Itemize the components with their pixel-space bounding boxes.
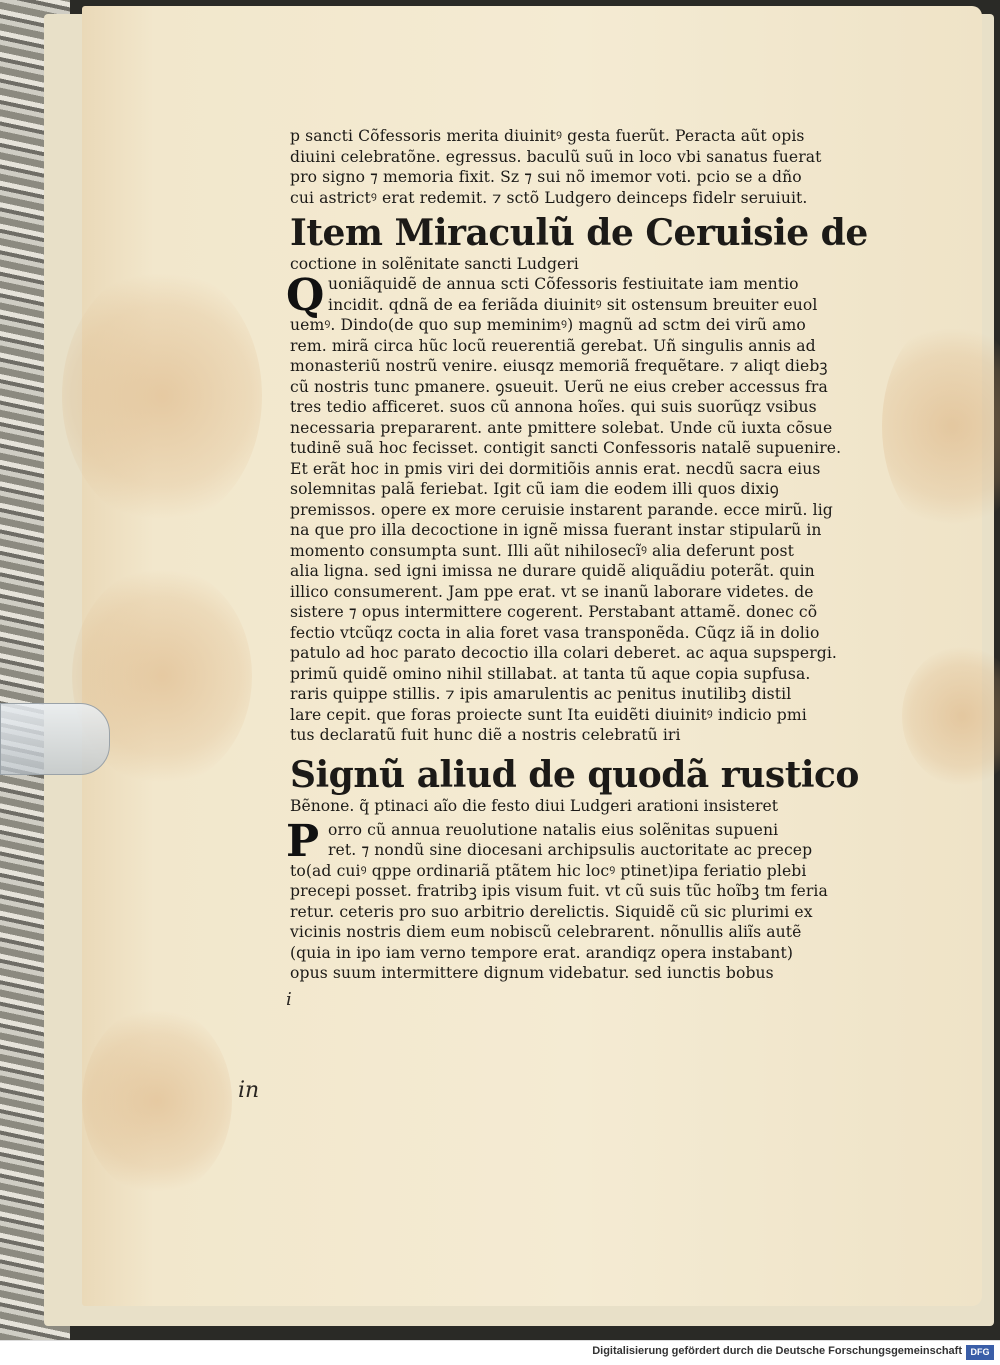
text-line: illico consumerent. Jam ppe erat. vt se inanũ laborare videtes. de: [290, 582, 814, 601]
text-line: necessaria prepararent. ante pmittere solebat. Unde cũ iuxta cõsue: [290, 418, 833, 437]
text-line: retur. ceteris pro suo arbitrio derelictis. Siquidẽ cũ sic plurimi ex: [290, 902, 813, 921]
section-subheading: Bẽnone. q̃ ptinaci aĩo die festo diui Ludgeri arationi insisteret: [290, 796, 778, 815]
water-stain-left-lower: [82, 1006, 232, 1196]
text-line: ret. ⁊ nondũ sine diocesani archipsulis auctoritate ac precep: [328, 841, 813, 859]
footer-credit: Digitalisierung gefördert durch die Deutsche Forschungsgemeinschaft: [592, 1345, 962, 1357]
text-line: tres tedio afficeret. suos cũ annona hoĩes. qui suis suorũqz vsibus: [290, 398, 817, 416]
text-line: Et erãt hoc in pmis viri dei dormitiõis annis erat. necdũ sacra eius: [290, 459, 821, 478]
initial-letter: P: [286, 815, 320, 867]
text-line: opus suum intermittere dignum videbatur. sed iunctis bobus: [290, 964, 774, 982]
text-line: solemnitas palã feriebat. Igit cũ iam die eodem illi quos dixiꝯ: [290, 480, 779, 498]
water-stain-right-middle: [902, 646, 1000, 786]
text-line: uoniãquidẽ de annua scti Cõfessoris festiuitate iam mentio: [328, 275, 799, 293]
text-line: pro signo ⁊ memoria fixit. Sz ⁊ sui nõ imemor voti. pcio se a dño: [290, 168, 802, 186]
text-line: tus declaratũ fuit hunc diẽ a nostris celebratũ iri: [290, 726, 681, 744]
printed-text: [286, 126, 880, 984]
text-line: uemꝰ. Dindo(de quo sup meminimꝰ) magnũ ad sctm dei virũ amo: [290, 316, 806, 334]
paragraph: [286, 815, 880, 984]
paragraph: [286, 270, 880, 746]
text-line: diuini celebratõne. egressus. baculũ suũ in loco vbi sanatus fuerat: [290, 147, 822, 166]
text-line: premissos. opere ex more ceruisie instarent parande. ecce mirũ. lig: [290, 500, 833, 519]
section-heading: Signũ aliud de quodã rustico: [290, 753, 859, 796]
section-heading: Item Miraculũ de Ceruisie de: [290, 212, 868, 254]
text-line: fectio vtcũqz cocta in alia foret vasa transponẽda. Cũqz iã in dolio: [290, 623, 820, 642]
margin-note: i: [286, 989, 292, 1010]
text-line: orro cũ annua reuolutione natalis eius solẽnitas supueni: [328, 820, 779, 839]
dfg-logo: DFG: [966, 1345, 994, 1360]
text-line: (quia in ipo iam verno tempore erat. arandiqz opera instabant): [290, 943, 793, 962]
initial-letter: Q: [286, 270, 325, 321]
text-line: rem. mirã circa hũc locũ reuerentiã gerebat. Uñ singulis annis ad: [290, 336, 816, 355]
text-line: to(ad cuiꝰ qppe ordinariã ptãtem hic locꝰ ptinet)ipa feriatio plebi: [290, 861, 807, 880]
text-line: p sancti Cõfessoris merita diuinitꝰ gesta fuerũt. Peracta aũt opis: [290, 127, 805, 145]
text-line: lare cepit. que foras proiecte sunt Ita euidẽti diuinitꝰ indicio pmi: [290, 705, 807, 724]
text-line: monasteriũ nostrũ venire. eiusqz memoriã frequẽtare. ⁊ aliqt diebꝫ: [290, 357, 828, 375]
text-line: na que pro illa decoctione in ignẽ missa fuerant instar stipularũ in: [290, 521, 822, 539]
text-line: alia ligna. sed igni imissa ne durare quidẽ aliquãdiu poterãt. quin: [290, 562, 815, 580]
handwritten-catchword: in: [238, 1078, 260, 1103]
footer-bar: [0, 1340, 1000, 1365]
text-line: cui astrictꝰ erat redemit. ⁊ sctõ Ludgero deinceps fidelr seruiuit.: [290, 188, 808, 207]
text-line: cũ nostris tunc pmanere. ꝯsueuit. Uerũ ne eius creber accessus fra: [290, 377, 828, 396]
text-line: precepi posset. fratribꝫ ipis visum fuit. vt cũ suis tũc hoĩbꝫ tm feria: [290, 882, 828, 900]
section-subheading: coctione in solẽnitate sancti Ludgeri: [290, 255, 579, 273]
text-line: tudinẽ suã hoc fecisset. contigit sancti Confessoris natalẽ supuenire.: [290, 439, 842, 457]
text-line: primũ quidẽ omino nihil stillabat. at tanta tũ aque copia supfusa.: [290, 664, 811, 683]
text-line: vicinis nostris diem eum nobiscũ celebrarent. nõnullis aliĩs autẽ: [290, 923, 802, 941]
text-line: sistere ⁊ opus intermittere cogerent. Perstabant attamẽ. donec cõ: [290, 603, 818, 621]
water-stain-right-top: [882, 316, 1000, 536]
page-clip: [0, 703, 110, 775]
text-line: patulo ad hoc parato decoctio illa colari deberet. ac aqua supspergi.: [290, 644, 837, 662]
text-line: incidit. qdnã de ea feriãda diuinitꝰ sit ostensum breuiter euol: [328, 295, 818, 314]
text-line: momento consumpta sunt. Illi aũt nihilosecĩꝰ alia deferunt post: [290, 541, 794, 560]
water-stain-left-upper: [62, 266, 262, 526]
text-line: raris quippe stillis. ⁊ ipis amarulentis ac penitus inutilibꝫ distil: [290, 685, 792, 703]
